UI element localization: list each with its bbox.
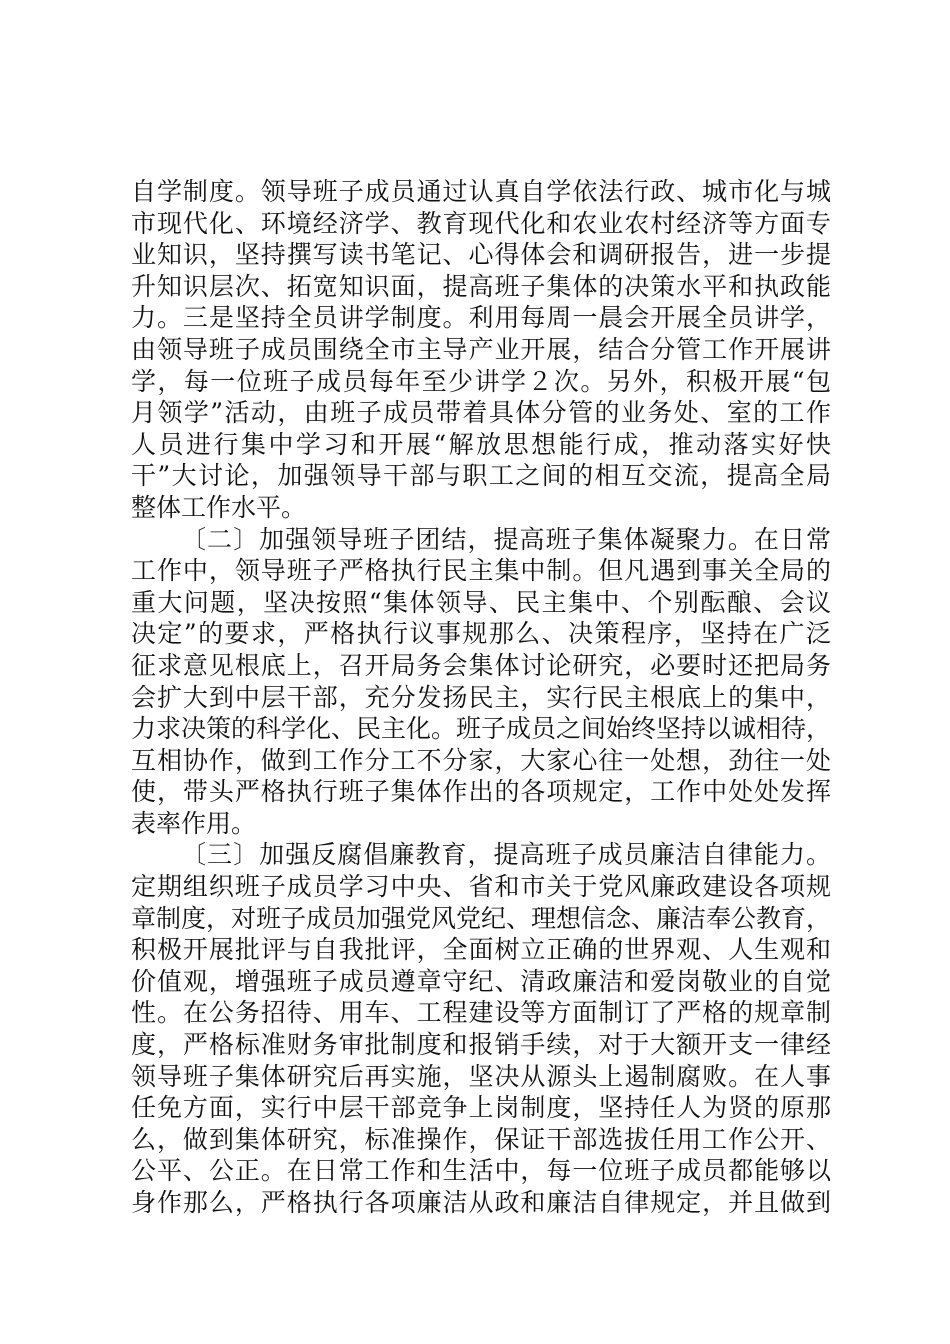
text-line: 公平、公正。在日常工作和生活中，每一位班子成员都能够以 xyxy=(131,1156,831,1186)
text-line: 学，每一位班子成员每年至少讲学２次。另外，积极开展“包 xyxy=(131,366,831,396)
text-line: 力求决策的科学化、民主化。班子成员之间始终坚持以诚相待， xyxy=(131,714,832,744)
paragraph-first-line: 〔二〕加强领导班子团结，提高班子集体凝聚力。在日常 xyxy=(181,524,831,554)
text-line: 力。三是坚持全员讲学制度。利用每周一晨会开展全员讲学， xyxy=(131,303,831,333)
text-line: 么，做到集体研究，标准操作，保证干部选拔任用工作公开、 xyxy=(131,1124,831,1154)
text-line: 章制度，对班子成员加强党风党纪、理想信念、廉洁奉公教育， xyxy=(131,903,832,933)
text-line: 人员进行集中学习和开展“解放思想能行成，推动落实好快 xyxy=(131,429,831,459)
text-line: 月领学”活动，由班子成员带着具体分管的业务处、室的工作 xyxy=(131,398,831,428)
text-line: 征求意见根底上，召开局务会集体讨论研究，必要时还把局务 xyxy=(131,650,831,680)
text-line: 自学制度。领导班子成员通过认真自学依法行政、城市化与城 xyxy=(131,177,831,206)
text-line: 互相协作，做到工作分工不分家，大家心往一处想，劲往一处 xyxy=(131,745,831,775)
text-line: 会扩大到中层干部，充分发扬民主，实行民主根底上的集中， xyxy=(131,682,831,712)
text-line: 由领导班子成员围绕全市主导产业开展，结合分管工作开展讲 xyxy=(131,334,831,364)
text-line: 使，带头严格执行班子集体作出的各项规定，工作中处处发挥 xyxy=(131,777,831,807)
text-line: 任免方面，实行中层干部竞争上岗制度，坚持任人为贤的原那 xyxy=(131,1093,831,1123)
text-line: 价值观，增强班子成员遵章守纪、清政廉洁和爱岗敬业的自觉 xyxy=(131,966,831,996)
text-line: 度，严格标准财务审批制度和报销手续，对于大额开支一律经 xyxy=(131,1030,831,1060)
text-line: 整体工作水平。 xyxy=(131,492,307,522)
text-line: 表率作用。 xyxy=(131,808,257,838)
body-text xyxy=(131,176,831,1219)
text-line: 干”大讨论，加强领导干部与职工之间的相互交流，提高全局 xyxy=(131,461,831,491)
text-line: 市现代化、环境经济学、教育现代化和农业农村经济等方面专 xyxy=(131,208,831,238)
text-line: 身作那么，严格执行各项廉洁从政和廉洁自律规定，并且做到 xyxy=(131,1188,831,1217)
text-line: 工作中，领导班子严格执行民主集中制。但凡遇到事关全局的 xyxy=(131,556,831,586)
text-line: 积极开展批评与自我批评，全面树立正确的世界观、人生观和 xyxy=(131,935,831,965)
text-line: 业知识，坚持撰写读书笔记、心得体会和调研报告，进一步提 xyxy=(131,240,831,270)
text-line: 性。在公务招待、用车、工程建设等方面制订了严格的规章制 xyxy=(131,998,831,1028)
text-line: 决定”的要求，严格执行议事规那么、决策程序，坚持在广泛 xyxy=(131,619,831,649)
text-line: 重大问题，坚决按照“集体领导、民主集中、个别酝酿、会议 xyxy=(131,587,831,617)
text-line: 定期组织班子成员学习中央、省和市关于党风廉政建设各项规 xyxy=(131,872,831,902)
text-line: 领导班子集体研究后再实施，坚决从源头上遏制腐败。在人事 xyxy=(131,1061,831,1091)
paragraph-first-line: 〔三〕加强反腐倡廉教育，提高班子成员廉洁自律能力。 xyxy=(181,840,831,870)
text-line: 升知识层次、拓宽知识面，提高班子集体的决策水平和执政能 xyxy=(131,271,831,301)
